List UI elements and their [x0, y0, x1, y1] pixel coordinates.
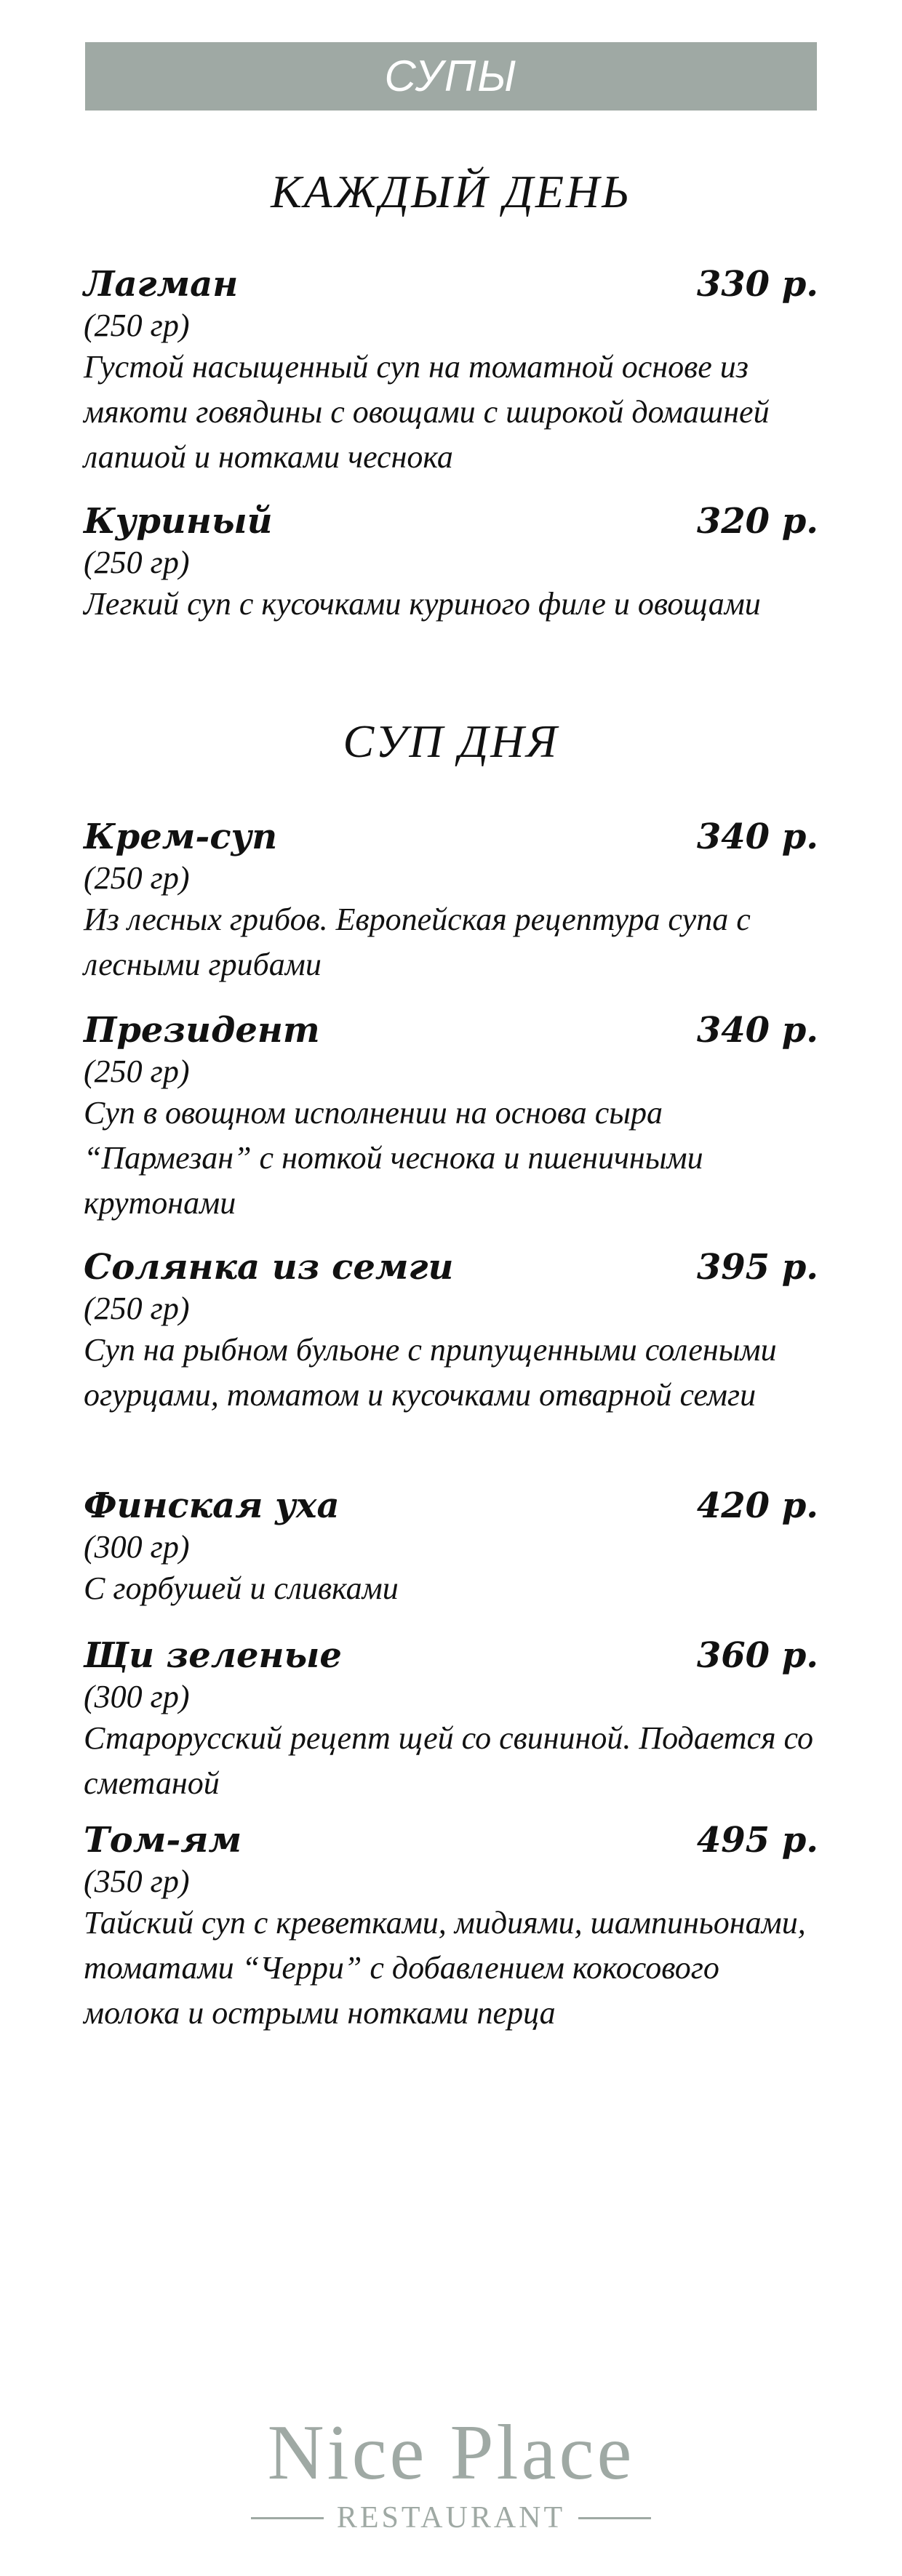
menu-item-name: Куриный — [84, 501, 273, 542]
menu-item-weight: (250 гр) — [84, 1291, 190, 1326]
section-title-every-day: КАЖДЫЙ ДЕНЬ — [271, 166, 631, 217]
menu-item-price: 340 р. — [696, 1010, 818, 1051]
menu-item-weight: (300 гр) — [84, 1529, 190, 1565]
menu-item — [84, 814, 818, 987]
logo-subtitle: RESTAURANT — [336, 2501, 566, 2535]
menu-item-weight: (350 гр) — [84, 1863, 190, 1899]
logo-subtitle-row — [0, 2503, 902, 2533]
menu-item-description: Из лесных грибов. Европейская рецептура супа с лесными грибами — [84, 902, 751, 982]
menu-category-title: СУПЫ — [384, 52, 518, 100]
menu-item-header — [84, 1633, 818, 1678]
menu-item-name: Президент — [84, 1010, 320, 1051]
logo-name: Nice Place — [267, 2410, 635, 2496]
menu-item-name: Лагман — [84, 264, 239, 305]
menu-item — [84, 499, 818, 627]
menu-item-weight: (250 гр) — [84, 860, 190, 896]
menu-item-name: Том-ям — [84, 1820, 242, 1861]
menu-item-description: Тайский суп с креветками, мидиями, шампиньонами, томатами “Черри” с добавлением кокосового молока и острыми нотками перца — [84, 1905, 806, 2031]
menu-item-header — [84, 262, 818, 307]
menu-item-name: Солянка из семги — [84, 1247, 454, 1288]
logo-divider-left — [251, 2517, 324, 2519]
menu-item-price: 330 р. — [696, 264, 818, 305]
menu-item — [84, 262, 818, 480]
menu-item-weight: (250 гр) — [84, 1054, 190, 1089]
menu-item-header — [84, 1008, 818, 1053]
menu-item-description: Старорусский рецепт щей со свининой. Подается со сметаной — [84, 1720, 813, 1801]
menu-item-price: 340 р. — [696, 816, 818, 857]
menu-item-description: С горбушей и сливками — [84, 1570, 399, 1606]
menu-item — [84, 1245, 818, 1418]
menu-item-header — [84, 1483, 818, 1528]
menu-item-description: Густой насыщенный суп на томатной основе из мякоти говядины с овощами с широкой домашней лапшой и нотками чеснока — [84, 349, 770, 475]
menu-item — [84, 1483, 818, 1611]
menu-item-header — [84, 499, 818, 544]
menu-item-description: Суп в овощном исполнении на основа сыра “Пармезан” с ноткой чеснока и пшеничными крутонами — [84, 1095, 703, 1221]
menu-item — [84, 1008, 818, 1226]
menu-item-price: 320 р. — [696, 501, 818, 542]
menu-item-price: 495 р. — [696, 1820, 818, 1861]
logo-divider-right — [578, 2517, 651, 2519]
section-title-soup-of-the-day: СУП ДНЯ — [343, 715, 559, 767]
menu-item-header — [84, 1818, 818, 1863]
menu-category-header — [85, 42, 817, 111]
menu-item-weight: (250 гр) — [84, 545, 190, 580]
menu-item-price: 360 р. — [696, 1635, 818, 1676]
menu-item-header — [84, 814, 818, 859]
menu-item-price: 420 р. — [696, 1485, 818, 1526]
menu-item-description: Легкий суп с кусочками куриного филе и овощами — [84, 586, 761, 622]
menu-item-description: Суп на рыбном бульоне с припущенными солеными огурцами, томатом и кусочками отварной семги — [84, 1332, 777, 1413]
menu-item-price: 395 р. — [696, 1247, 818, 1288]
menu-item-name: Крем-суп — [84, 816, 278, 857]
menu-item-name: Финская уха — [84, 1485, 340, 1526]
menu-item-weight: (250 гр) — [84, 308, 190, 343]
restaurant-logo — [0, 2410, 902, 2535]
menu-item-name: Щи зеленые — [84, 1635, 342, 1676]
menu-item — [84, 1633, 818, 1806]
menu-item-header — [84, 1245, 818, 1290]
menu-item-weight: (300 гр) — [84, 1679, 190, 1714]
menu-item — [84, 1818, 818, 2036]
